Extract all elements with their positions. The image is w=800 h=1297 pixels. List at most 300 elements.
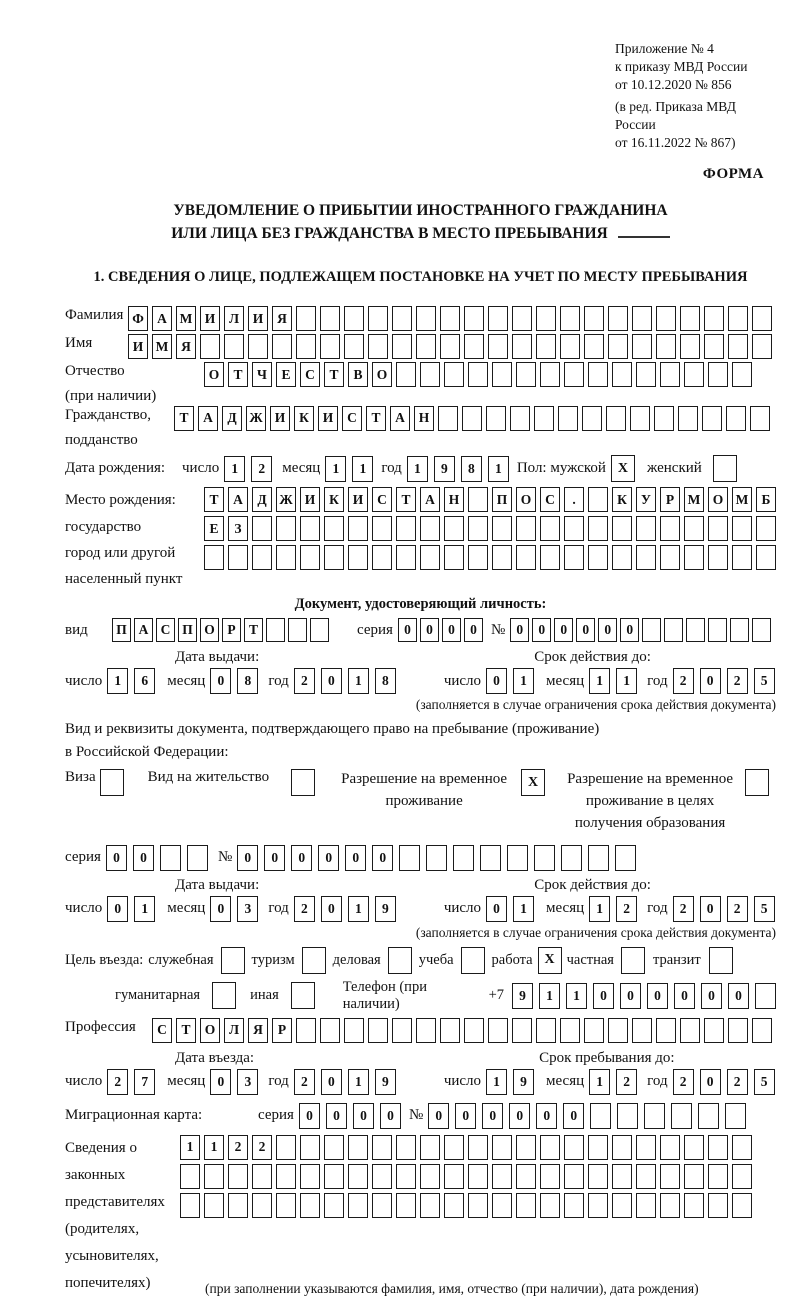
char-cell[interactable]: [420, 545, 440, 570]
char-cell[interactable]: С: [372, 487, 392, 512]
char-cell[interactable]: 0: [318, 845, 339, 871]
char-cell[interactable]: [704, 306, 724, 331]
char-cell[interactable]: [288, 618, 307, 642]
char-cell[interactable]: К: [294, 406, 314, 431]
char-cell[interactable]: [468, 545, 488, 570]
char-cell[interactable]: [708, 362, 728, 387]
char-cell[interactable]: [464, 334, 484, 359]
char-cell[interactable]: [440, 334, 460, 359]
char-cell[interactable]: 9: [512, 983, 533, 1009]
char-cell[interactable]: [584, 334, 604, 359]
purpose-transit-checkbox[interactable]: [709, 947, 733, 974]
char-cell[interactable]: И: [348, 487, 368, 512]
char-cell[interactable]: [644, 1103, 665, 1129]
char-cell[interactable]: 7: [134, 1069, 155, 1095]
char-cell[interactable]: Т: [366, 406, 386, 431]
char-cell[interactable]: [632, 1018, 652, 1043]
char-cell[interactable]: [468, 1164, 488, 1189]
char-cell[interactable]: [564, 516, 584, 541]
char-cell[interactable]: [416, 334, 436, 359]
char-cell[interactable]: [660, 1193, 680, 1218]
char-cell[interactable]: X: [538, 947, 562, 974]
char-cell[interactable]: И: [248, 306, 268, 331]
purpose-study-checkbox[interactable]: [461, 947, 485, 974]
char-cell[interactable]: А: [390, 406, 410, 431]
char-cell[interactable]: [536, 1018, 556, 1043]
char-cell[interactable]: 1: [348, 668, 369, 694]
char-cell[interactable]: [461, 947, 485, 974]
char-cell[interactable]: [348, 1193, 368, 1218]
char-cell[interactable]: 0: [700, 896, 721, 922]
char-cell[interactable]: [180, 1164, 200, 1189]
char-cell[interactable]: Д: [222, 406, 242, 431]
char-cell[interactable]: 0: [554, 618, 573, 642]
gender-female-checkbox[interactable]: [713, 455, 737, 482]
char-cell[interactable]: Н: [414, 406, 434, 431]
char-cell[interactable]: [276, 1193, 296, 1218]
char-cell[interactable]: Ч: [252, 362, 272, 387]
char-cell[interactable]: [320, 334, 340, 359]
char-cell[interactable]: А: [134, 618, 153, 642]
char-cell[interactable]: [752, 334, 772, 359]
char-cell[interactable]: [221, 947, 245, 974]
char-cell[interactable]: Е: [276, 362, 296, 387]
char-cell[interactable]: [732, 1164, 752, 1189]
char-cell[interactable]: [756, 545, 776, 570]
char-cell[interactable]: [564, 545, 584, 570]
char-cell[interactable]: [516, 362, 536, 387]
char-cell[interactable]: [660, 516, 680, 541]
char-cell[interactable]: Т: [174, 406, 194, 431]
char-cell[interactable]: [368, 334, 388, 359]
char-cell[interactable]: [656, 1018, 676, 1043]
char-cell[interactable]: 0: [674, 983, 695, 1009]
char-cell[interactable]: А: [420, 487, 440, 512]
char-cell[interactable]: [584, 306, 604, 331]
char-cell[interactable]: Ж: [276, 487, 296, 512]
char-cell[interactable]: [468, 362, 488, 387]
char-cell[interactable]: [728, 1018, 748, 1043]
char-cell[interactable]: [276, 1164, 296, 1189]
char-cell[interactable]: [516, 1135, 536, 1160]
char-cell[interactable]: 0: [420, 618, 439, 642]
char-cell[interactable]: [590, 1103, 611, 1129]
char-cell[interactable]: 0: [380, 1103, 401, 1129]
char-cell[interactable]: [612, 1164, 632, 1189]
char-cell[interactable]: [344, 306, 364, 331]
char-cell[interactable]: [392, 334, 412, 359]
char-cell[interactable]: А: [228, 487, 248, 512]
char-cell[interactable]: 2: [251, 456, 272, 482]
char-cell[interactable]: [228, 1193, 248, 1218]
char-cell[interactable]: М: [732, 487, 752, 512]
char-cell[interactable]: 2: [727, 1069, 748, 1095]
char-cell[interactable]: 9: [513, 1069, 534, 1095]
char-cell[interactable]: К: [612, 487, 632, 512]
char-cell[interactable]: Е: [204, 516, 224, 541]
char-cell[interactable]: [654, 406, 674, 431]
char-cell[interactable]: [320, 306, 340, 331]
char-cell[interactable]: [300, 516, 320, 541]
char-cell[interactable]: И: [128, 334, 148, 359]
char-cell[interactable]: И: [318, 406, 338, 431]
char-cell[interactable]: [224, 334, 244, 359]
char-cell[interactable]: [608, 1018, 628, 1043]
char-cell[interactable]: [324, 545, 344, 570]
char-cell[interactable]: 0: [598, 618, 617, 642]
char-cell[interactable]: [296, 306, 316, 331]
char-cell[interactable]: 0: [536, 1103, 557, 1129]
char-cell[interactable]: [276, 1135, 296, 1160]
char-cell[interactable]: [612, 362, 632, 387]
char-cell[interactable]: Т: [228, 362, 248, 387]
char-cell[interactable]: 1: [224, 456, 245, 482]
char-cell[interactable]: [660, 545, 680, 570]
char-cell[interactable]: [468, 1193, 488, 1218]
char-cell[interactable]: 1: [539, 983, 560, 1009]
char-cell[interactable]: [444, 1164, 464, 1189]
char-cell[interactable]: [608, 306, 628, 331]
char-cell[interactable]: Ж: [246, 406, 266, 431]
char-cell[interactable]: Р: [222, 618, 241, 642]
char-cell[interactable]: [392, 306, 412, 331]
char-cell[interactable]: [660, 1164, 680, 1189]
purpose-other-checkbox[interactable]: [291, 982, 315, 1009]
char-cell[interactable]: [516, 545, 536, 570]
char-cell[interactable]: 0: [210, 1069, 231, 1095]
char-cell[interactable]: 0: [700, 668, 721, 694]
char-cell[interactable]: [678, 406, 698, 431]
char-cell[interactable]: 1: [348, 1069, 369, 1095]
char-cell[interactable]: [300, 1193, 320, 1218]
char-cell[interactable]: [510, 406, 530, 431]
char-cell[interactable]: [204, 1193, 224, 1218]
char-cell[interactable]: [228, 545, 248, 570]
char-cell[interactable]: [492, 516, 512, 541]
char-cell[interactable]: Р: [272, 1018, 292, 1043]
char-cell[interactable]: [100, 769, 124, 796]
char-cell[interactable]: 0: [106, 845, 127, 871]
char-cell[interactable]: Т: [396, 487, 416, 512]
char-cell[interactable]: [612, 545, 632, 570]
char-cell[interactable]: [480, 845, 501, 871]
char-cell[interactable]: [392, 1018, 412, 1043]
char-cell[interactable]: 9: [375, 896, 396, 922]
char-cell[interactable]: [560, 306, 580, 331]
char-cell[interactable]: [558, 406, 578, 431]
char-cell[interactable]: [615, 845, 636, 871]
char-cell[interactable]: О: [708, 487, 728, 512]
char-cell[interactable]: Т: [176, 1018, 196, 1043]
char-cell[interactable]: [180, 1193, 200, 1218]
char-cell[interactable]: [588, 1164, 608, 1189]
char-cell[interactable]: [444, 1135, 464, 1160]
char-cell[interactable]: 0: [442, 618, 461, 642]
char-cell[interactable]: [252, 516, 272, 541]
char-cell[interactable]: [348, 516, 368, 541]
char-cell[interactable]: [324, 1164, 344, 1189]
temp-residence-edu-checkbox[interactable]: [745, 769, 769, 796]
char-cell[interactable]: 2: [673, 896, 694, 922]
char-cell[interactable]: [750, 406, 770, 431]
char-cell[interactable]: [588, 1193, 608, 1218]
char-cell[interactable]: С: [342, 406, 362, 431]
char-cell[interactable]: М: [176, 306, 196, 331]
char-cell[interactable]: 1: [488, 456, 509, 482]
char-cell[interactable]: [348, 1135, 368, 1160]
char-cell[interactable]: [632, 334, 652, 359]
char-cell[interactable]: [752, 1018, 772, 1043]
char-cell[interactable]: [416, 306, 436, 331]
char-cell[interactable]: [588, 1135, 608, 1160]
char-cell[interactable]: [725, 1103, 746, 1129]
char-cell[interactable]: [468, 487, 488, 512]
char-cell[interactable]: [420, 1193, 440, 1218]
char-cell[interactable]: [680, 306, 700, 331]
char-cell[interactable]: 2: [252, 1135, 272, 1160]
char-cell[interactable]: [684, 1193, 704, 1218]
purpose-official-checkbox[interactable]: [221, 947, 245, 974]
char-cell[interactable]: [730, 618, 749, 642]
char-cell[interactable]: 0: [107, 896, 128, 922]
char-cell[interactable]: [560, 1018, 580, 1043]
char-cell[interactable]: [296, 334, 316, 359]
char-cell[interactable]: [636, 1164, 656, 1189]
char-cell[interactable]: 8: [375, 668, 396, 694]
char-cell[interactable]: [291, 982, 315, 1009]
char-cell[interactable]: 9: [434, 456, 455, 482]
char-cell[interactable]: 1: [589, 668, 610, 694]
char-cell[interactable]: [228, 1164, 248, 1189]
char-cell[interactable]: 5: [754, 896, 775, 922]
char-cell[interactable]: [512, 306, 532, 331]
char-cell[interactable]: 0: [563, 1103, 584, 1129]
char-cell[interactable]: [300, 545, 320, 570]
char-cell[interactable]: 3: [237, 896, 258, 922]
char-cell[interactable]: 1: [325, 456, 346, 482]
char-cell[interactable]: [492, 1164, 512, 1189]
char-cell[interactable]: [252, 545, 272, 570]
char-cell[interactable]: [492, 362, 512, 387]
char-cell[interactable]: [588, 362, 608, 387]
char-cell[interactable]: [248, 334, 268, 359]
char-cell[interactable]: 2: [616, 896, 637, 922]
char-cell[interactable]: 0: [210, 896, 231, 922]
char-cell[interactable]: 1: [407, 456, 428, 482]
char-cell[interactable]: [732, 516, 752, 541]
char-cell[interactable]: 0: [353, 1103, 374, 1129]
char-cell[interactable]: [320, 1018, 340, 1043]
char-cell[interactable]: Т: [244, 618, 263, 642]
char-cell[interactable]: А: [198, 406, 218, 431]
char-cell[interactable]: 0: [620, 618, 639, 642]
char-cell[interactable]: X: [521, 769, 545, 796]
char-cell[interactable]: Л: [224, 306, 244, 331]
char-cell[interactable]: Н: [444, 487, 464, 512]
char-cell[interactable]: [745, 769, 769, 796]
char-cell[interactable]: [732, 1135, 752, 1160]
char-cell[interactable]: [368, 1018, 388, 1043]
char-cell[interactable]: [636, 545, 656, 570]
char-cell[interactable]: [204, 545, 224, 570]
char-cell[interactable]: [492, 1135, 512, 1160]
char-cell[interactable]: 0: [700, 1069, 721, 1095]
char-cell[interactable]: [440, 1018, 460, 1043]
char-cell[interactable]: 0: [326, 1103, 347, 1129]
char-cell[interactable]: [680, 1018, 700, 1043]
char-cell[interactable]: 1: [348, 896, 369, 922]
purpose-business-checkbox[interactable]: [388, 947, 412, 974]
char-cell[interactable]: [606, 406, 626, 431]
char-cell[interactable]: [752, 306, 772, 331]
char-cell[interactable]: 1: [107, 668, 128, 694]
char-cell[interactable]: [396, 362, 416, 387]
char-cell[interactable]: [420, 362, 440, 387]
purpose-work-checkbox[interactable]: [538, 947, 562, 974]
char-cell[interactable]: 0: [647, 983, 668, 1009]
purpose-tourism-checkbox[interactable]: [302, 947, 326, 974]
char-cell[interactable]: 0: [321, 896, 342, 922]
char-cell[interactable]: [564, 1193, 584, 1218]
char-cell[interactable]: [534, 406, 554, 431]
char-cell[interactable]: [756, 516, 776, 541]
char-cell[interactable]: 0: [486, 896, 507, 922]
char-cell[interactable]: 0: [509, 1103, 530, 1129]
char-cell[interactable]: [348, 545, 368, 570]
char-cell[interactable]: [684, 362, 704, 387]
char-cell[interactable]: 2: [673, 1069, 694, 1095]
char-cell[interactable]: [708, 1135, 728, 1160]
char-cell[interactable]: 0: [210, 668, 231, 694]
char-cell[interactable]: [564, 1164, 584, 1189]
char-cell[interactable]: 0: [455, 1103, 476, 1129]
char-cell[interactable]: [588, 545, 608, 570]
char-cell[interactable]: [755, 983, 776, 1009]
char-cell[interactable]: [540, 545, 560, 570]
char-cell[interactable]: Р: [660, 487, 680, 512]
char-cell[interactable]: 0: [620, 983, 641, 1009]
char-cell[interactable]: [612, 516, 632, 541]
char-cell[interactable]: И: [300, 487, 320, 512]
char-cell[interactable]: [732, 545, 752, 570]
char-cell[interactable]: [300, 1164, 320, 1189]
char-cell[interactable]: [300, 1135, 320, 1160]
char-cell[interactable]: [372, 545, 392, 570]
char-cell[interactable]: 2: [294, 1069, 315, 1095]
char-cell[interactable]: С: [156, 618, 175, 642]
char-cell[interactable]: [420, 1135, 440, 1160]
char-cell[interactable]: [708, 1193, 728, 1218]
char-cell[interactable]: Т: [204, 487, 224, 512]
char-cell[interactable]: [372, 516, 392, 541]
char-cell[interactable]: [584, 1018, 604, 1043]
char-cell[interactable]: [396, 1164, 416, 1189]
char-cell[interactable]: О: [516, 487, 536, 512]
char-cell[interactable]: [704, 334, 724, 359]
char-cell[interactable]: Я: [176, 334, 196, 359]
char-cell[interactable]: [440, 306, 460, 331]
char-cell[interactable]: [438, 406, 458, 431]
char-cell[interactable]: 1: [204, 1135, 224, 1160]
char-cell[interactable]: [540, 362, 560, 387]
char-cell[interactable]: [512, 1018, 532, 1043]
char-cell[interactable]: [561, 845, 582, 871]
char-cell[interactable]: [396, 1193, 416, 1218]
char-cell[interactable]: [636, 516, 656, 541]
char-cell[interactable]: 0: [593, 983, 614, 1009]
char-cell[interactable]: [486, 406, 506, 431]
char-cell[interactable]: 2: [616, 1069, 637, 1095]
char-cell[interactable]: 1: [566, 983, 587, 1009]
char-cell[interactable]: [372, 1164, 392, 1189]
char-cell[interactable]: 1: [513, 668, 534, 694]
char-cell[interactable]: [708, 516, 728, 541]
gender-male-checkbox[interactable]: [611, 455, 635, 482]
char-cell[interactable]: 1: [134, 896, 155, 922]
char-cell[interactable]: 0: [372, 845, 393, 871]
char-cell[interactable]: [560, 334, 580, 359]
char-cell[interactable]: 0: [510, 618, 529, 642]
char-cell[interactable]: Я: [272, 306, 292, 331]
char-cell[interactable]: [534, 845, 555, 871]
char-cell[interactable]: У: [636, 487, 656, 512]
char-cell[interactable]: [396, 545, 416, 570]
char-cell[interactable]: 3: [237, 1069, 258, 1095]
char-cell[interactable]: С: [300, 362, 320, 387]
char-cell[interactable]: [444, 362, 464, 387]
char-cell[interactable]: 5: [754, 1069, 775, 1095]
char-cell[interactable]: 6: [134, 668, 155, 694]
char-cell[interactable]: [344, 334, 364, 359]
char-cell[interactable]: О: [200, 618, 219, 642]
char-cell[interactable]: П: [492, 487, 512, 512]
char-cell[interactable]: [680, 334, 700, 359]
char-cell[interactable]: [468, 1135, 488, 1160]
char-cell[interactable]: 2: [727, 668, 748, 694]
char-cell[interactable]: [709, 947, 733, 974]
char-cell[interactable]: 0: [264, 845, 285, 871]
char-cell[interactable]: [708, 618, 727, 642]
char-cell[interactable]: [536, 334, 556, 359]
char-cell[interactable]: С: [152, 1018, 172, 1043]
visa-checkbox[interactable]: [100, 769, 124, 796]
char-cell[interactable]: В: [348, 362, 368, 387]
char-cell[interactable]: 0: [576, 618, 595, 642]
char-cell[interactable]: [488, 306, 508, 331]
char-cell[interactable]: [540, 516, 560, 541]
char-cell[interactable]: [704, 1018, 724, 1043]
char-cell[interactable]: 0: [728, 983, 749, 1009]
char-cell[interactable]: [200, 334, 220, 359]
char-cell[interactable]: [212, 982, 236, 1009]
char-cell[interactable]: 5: [754, 668, 775, 694]
char-cell[interactable]: [266, 618, 285, 642]
char-cell[interactable]: [348, 1164, 368, 1189]
char-cell[interactable]: [630, 406, 650, 431]
char-cell[interactable]: [582, 406, 602, 431]
char-cell[interactable]: [468, 516, 488, 541]
char-cell[interactable]: [516, 1193, 536, 1218]
char-cell[interactable]: 1: [616, 668, 637, 694]
char-cell[interactable]: [252, 1164, 272, 1189]
char-cell[interactable]: 2: [294, 668, 315, 694]
char-cell[interactable]: [324, 516, 344, 541]
char-cell[interactable]: [642, 618, 661, 642]
temp-residence-checkbox[interactable]: [521, 769, 545, 796]
char-cell[interactable]: Л: [224, 1018, 244, 1043]
char-cell[interactable]: [324, 1135, 344, 1160]
char-cell[interactable]: [420, 1164, 440, 1189]
